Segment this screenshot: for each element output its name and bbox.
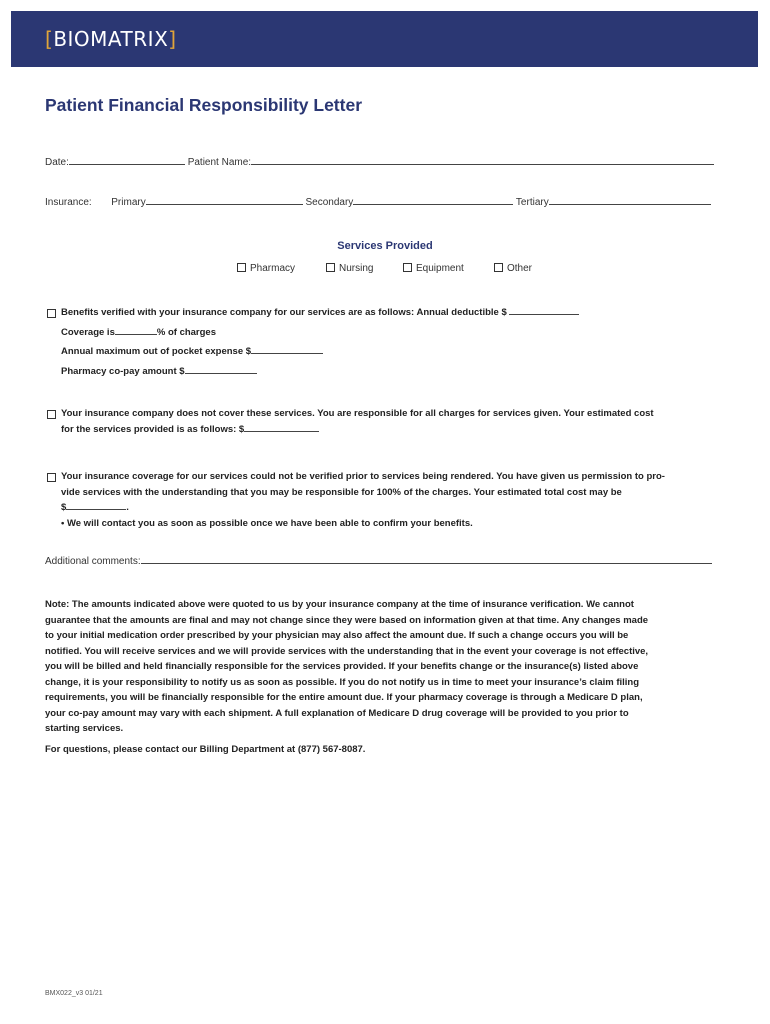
checkbox[interactable] (326, 263, 335, 272)
secondary-insurance-field[interactable] (353, 195, 513, 205)
service-option-equipment[interactable]: Equipment (403, 263, 464, 274)
not-verified-section: Your insurance coverage for our services could not be verified prior to services being rendered. You have given us permission to pro- vide services with the understanding that you may be responsible for 100% of the charges. Your estimated total cost may be $ . • We will contact you as soon as possible once we have been able to confirm your benefits. (45, 469, 665, 531)
coverage-percent-field[interactable] (115, 325, 157, 335)
primary-label: Primary (111, 197, 146, 208)
service-option-other[interactable]: Other (494, 263, 532, 274)
additional-comments-field[interactable] (141, 554, 712, 564)
checkbox[interactable] (237, 263, 246, 272)
pharmacy-copay-field[interactable] (185, 364, 257, 374)
page-title: Patient Financial Responsibility Letter (45, 95, 363, 115)
insurance-label: Insurance: (45, 197, 92, 208)
checkbox[interactable] (403, 263, 412, 272)
patient-name-label: Patient Name: (187, 157, 252, 168)
estimated-total-field[interactable] (66, 500, 126, 510)
benefits-verified-checkbox[interactable] (47, 309, 56, 318)
service-option-pharmacy[interactable]: Pharmacy (237, 263, 295, 274)
benefits-verified-section: Benefits verified with your insurance company for our services are as follows: Annual deductible $ Coverage is % of charges Annual maximum out of pocket expense $ Pharmacy co-pay amount $ (45, 305, 579, 379)
note-paragraph: Note: The amounts indicated above were quoted to us by your insurance company at the time of insurance verification. We cannot guarantee that the amounts are final and may not change since they were based on information given at that time. Any changes made to your initial medication order prescribed by your physician may also affect the amount due. If such a change occurs you will be notified. You will receive services and we will provide services with the understanding that in the event your coverage is not effective, you will be billed and held financially responsible for the services provided. If your benefits change or the insurance(s) listed above change, it is your responsibility to notify us as soon as possible. If you do not notify us in time to meet your insurance’s claim filing requirements, you will be financially responsible for the entire amount due. If your pharmacy coverage is through a Medicare D plan, your co-pay amount may vary with each shipment. A full explanation of Medicare D drug coverage will be provided to you prior to starting services. (45, 599, 649, 734)
estimated-cost-field[interactable] (244, 422, 319, 432)
not-covered-checkbox[interactable] (47, 410, 56, 419)
checkbox[interactable] (494, 263, 503, 272)
date-patient-row (45, 155, 714, 170)
date-field[interactable] (69, 155, 185, 165)
secondary-label: Secondary (305, 197, 354, 208)
not-covered-section: Your insurance company does not cover these services. You are responsible for all charges for services given. Your estimated cost for the services provided is as follows: $ (45, 406, 654, 437)
patient-name-field[interactable] (251, 155, 714, 165)
not-verified-checkbox[interactable] (47, 473, 56, 482)
biomatrix-logo: [BIOMATRIX] (45, 27, 177, 51)
tertiary-insurance-field[interactable] (549, 195, 711, 205)
services-heading: Services Provided (337, 240, 433, 252)
header-banner (11, 11, 758, 67)
additional-comments-row (45, 554, 712, 569)
additional-comments-label: Additional comments: (45, 556, 141, 567)
service-option-nursing[interactable]: Nursing (326, 263, 373, 274)
primary-insurance-field[interactable] (146, 195, 303, 205)
annual-deductible-field[interactable] (509, 305, 579, 315)
insurance-row (45, 195, 711, 210)
tertiary-label: Tertiary (515, 197, 549, 208)
date-label: Date: (45, 157, 69, 168)
billing-contact: For questions, please contact our Billing Department at (877) 567-8087. (45, 744, 366, 755)
out-of-pocket-field[interactable] (251, 344, 323, 354)
form-code: BMX022_v3 01/21 (45, 990, 103, 997)
